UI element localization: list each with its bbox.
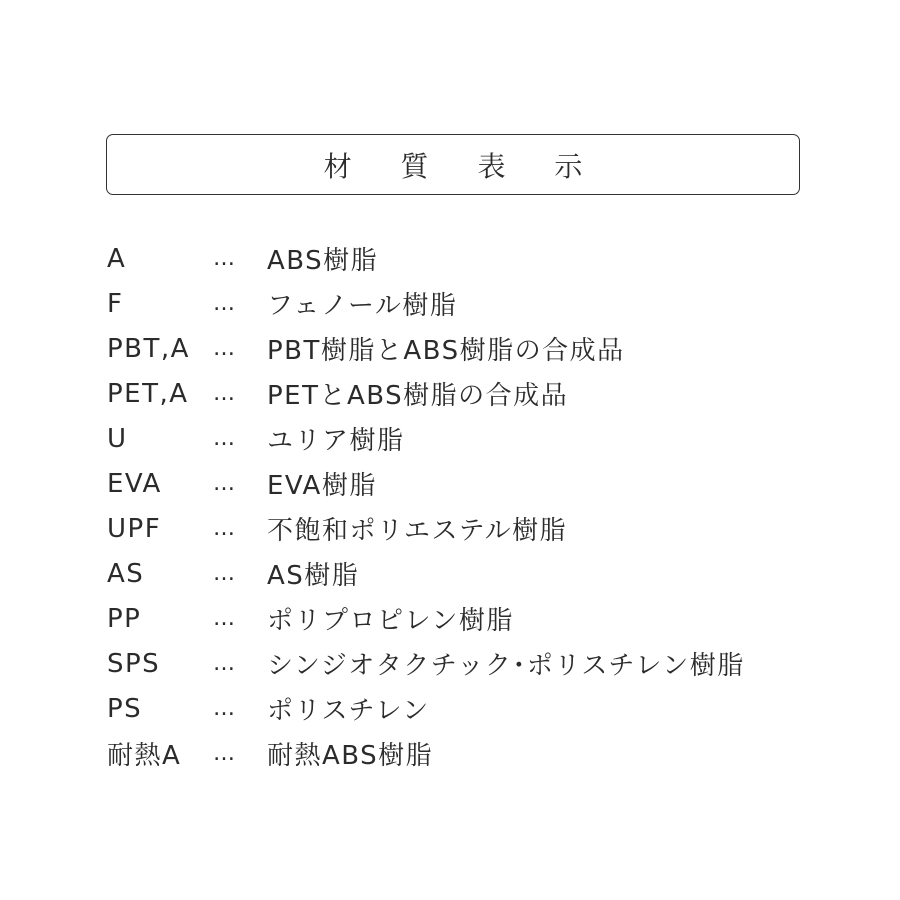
material-code: A xyxy=(107,243,127,274)
list-item xyxy=(107,506,807,551)
list-item xyxy=(107,731,807,776)
material-description: PBT樹脂とABS樹脂の合成品 xyxy=(267,336,625,366)
separator-dots: … xyxy=(213,246,235,271)
separator-dots: … xyxy=(213,696,235,721)
material-code: AS xyxy=(107,558,145,589)
material-description: シンジオタクチック･ポリスチレン樹脂 xyxy=(267,651,745,681)
title-box xyxy=(106,134,800,195)
material-description: ポリプロピレン樹脂 xyxy=(267,606,514,636)
list-item xyxy=(107,281,807,326)
material-description: ユリア樹脂 xyxy=(267,426,405,456)
list-item xyxy=(107,461,807,506)
list-item xyxy=(107,641,807,686)
separator-dots: … xyxy=(213,741,235,766)
material-description: EVA樹脂 xyxy=(267,471,377,501)
separator-dots: … xyxy=(213,426,235,451)
material-description: フェノール樹脂 xyxy=(267,291,458,321)
separator-dots: … xyxy=(213,471,235,496)
material-code: PET,A xyxy=(107,378,189,409)
page-title: 材 質 表 示 xyxy=(323,149,603,183)
list-item xyxy=(107,686,807,731)
material-code: 耐熱A xyxy=(107,741,182,771)
material-code: UPF xyxy=(107,513,162,544)
separator-dots: … xyxy=(213,336,235,361)
material-code: PS xyxy=(107,693,143,724)
material-description: ABS樹脂 xyxy=(267,246,379,276)
separator-dots: … xyxy=(213,651,235,676)
list-item xyxy=(107,236,807,281)
material-code: F xyxy=(107,288,124,319)
material-code: EVA xyxy=(107,468,162,499)
material-description: ポリスチレン xyxy=(267,696,430,726)
list-item xyxy=(107,596,807,641)
list-item xyxy=(107,551,807,596)
material-code: PBT,A xyxy=(107,333,190,364)
separator-dots: … xyxy=(213,561,235,586)
list-item xyxy=(107,371,807,416)
material-description: 不飽和ポリエステル樹脂 xyxy=(267,516,568,546)
material-description: PETとABS樹脂の合成品 xyxy=(267,381,569,411)
separator-dots: … xyxy=(213,516,235,541)
list-item xyxy=(107,326,807,371)
material-description: AS樹脂 xyxy=(267,561,360,591)
material-description: 耐熱ABS樹脂 xyxy=(267,741,434,771)
material-legend xyxy=(107,236,807,776)
material-code: SPS xyxy=(107,648,161,679)
separator-dots: … xyxy=(213,606,235,631)
list-item xyxy=(107,416,807,461)
separator-dots: … xyxy=(213,381,235,406)
material-code: PP xyxy=(107,603,142,634)
material-code: U xyxy=(107,423,128,454)
separator-dots: … xyxy=(213,291,235,316)
